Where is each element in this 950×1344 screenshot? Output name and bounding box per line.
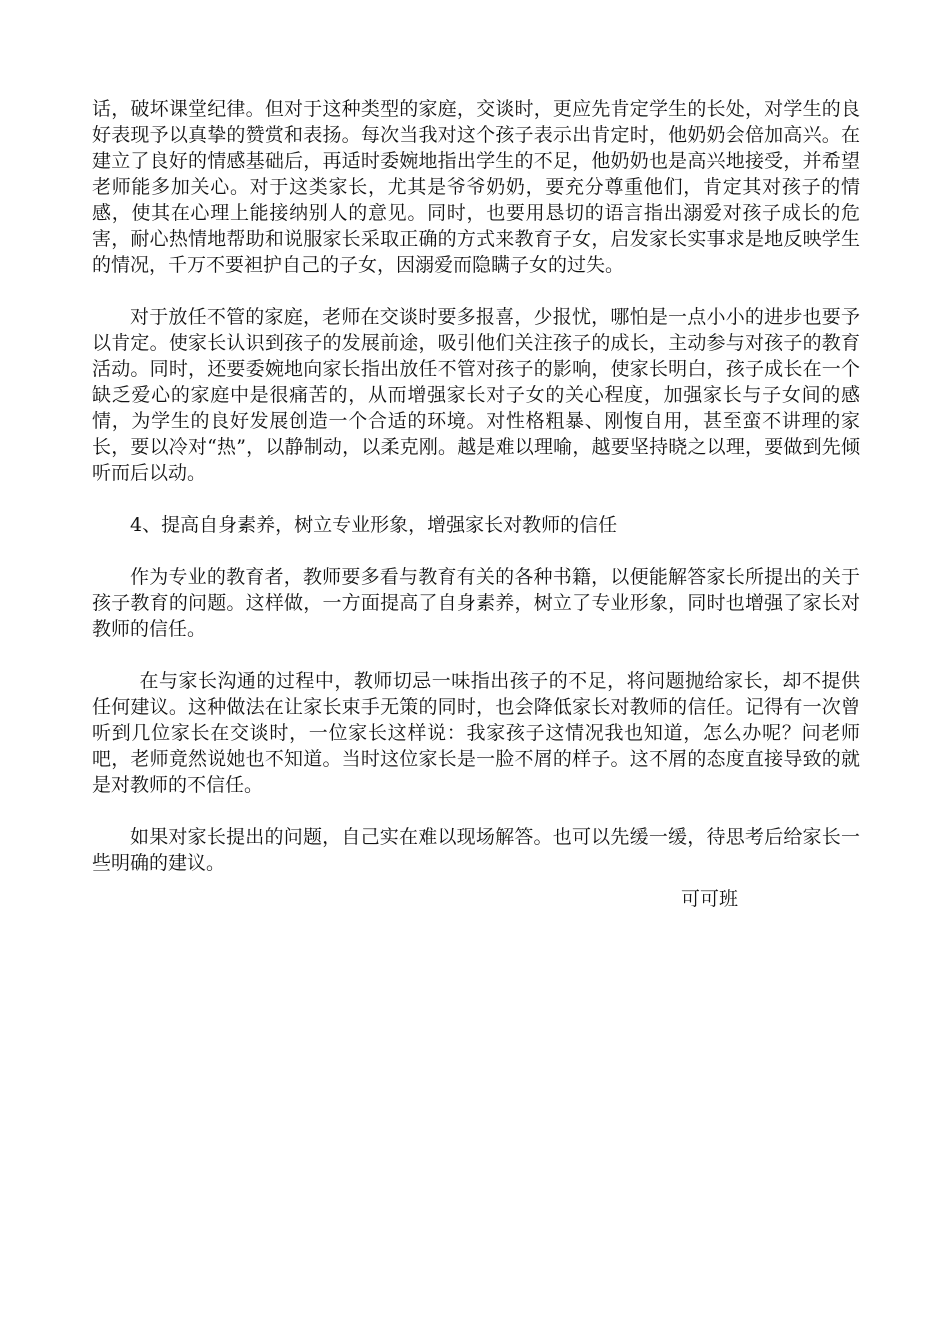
document-body: [92, 96, 860, 912]
paragraph-defer-answer: 如果对家长提出的问题，自己实在难以现场解答。也可以先缓一缓，待思考后给家长一些明确的建议。: [92, 826, 860, 874]
paragraph-neglectful-families: 对于放任不管的家庭，老师在交谈时要多报喜，少报忧，哪怕是一点小小的进步也要予以肯定。使家长认识到孩子的发展前途，吸引他们关注孩子的成长，主动参与对孩子的教育活动。同时，还要委婉地向家长指出放任不管对孩子的影响，使家长明白，孩子成长在一个缺乏爱心的家庭中是很痛苦的，从而增强家长对子女的关心程度，加强家长与子女间的感情，为学生的良好发展创造一个合适的环境。对性格粗暴、刚愎自用，甚至蛮不讲理的家长，要以冷对“热”，以静制动，以柔克刚。越是难以理喻，越要坚持晓之以理，要做到先倾听而后以动。: [92, 306, 860, 484]
paragraph-grandparent-communication: 话，破坏课堂纪律。但对于这种类型的家庭，交谈时，更应先肯定学生的长处，对学生的良好表现予以真挚的赞赏和表扬。每次当我对这个孩子表示出肯定时，他奶奶会倍加高兴。在建立了良好的情感基础后，再适时委婉地指出学生的不足，他奶奶也是高兴地接受，并希望老师能多加关心。对于这类家长，尤其是爷爷奶奶，要充分尊重他们，肯定其对孩子的情感，使其在心理上能接纳别人的意见。同时，也要用恳切的语言指出溺爱对孩子成长的危害，耐心热情地帮助和说服家长采取正确的方式来教育子女，启发家长实事求是地反映学生的情况，千万不要袒护自己的子女，因溺爱而隐瞒子女的过失。: [92, 98, 860, 276]
signature: 可可班: [680, 888, 738, 910]
section-heading-professional-image: 4、提高自身素养，树立专业形象，增强家长对教师的信任: [130, 514, 618, 536]
paragraph-professional-reading: 作为专业的教育者，教师要多看与教育有关的各种书籍，以便能解答家长所提出的关于孩子教育的问题。这样做，一方面提高了自身素养，树立了专业形象，同时也增强了家长对教师的信任。: [92, 566, 860, 640]
paragraph-offer-suggestions: 在与家长沟通的过程中，教师切忌一味指出孩子的不足，将问题抛给家长，却不提供任何建议。这种做法在让家长束手无策的同时，也会降低家长对教师的信任。记得有一次曾听到几位家长在交谈时，一位家长这样说：我家孩子这情况我也知道，怎么办呢？问老师吧，老师竟然说她也不知道。当时这位家长是一脸不屑的样子。这不屑的态度直接导致的就是对教师的不信任。: [92, 670, 860, 796]
